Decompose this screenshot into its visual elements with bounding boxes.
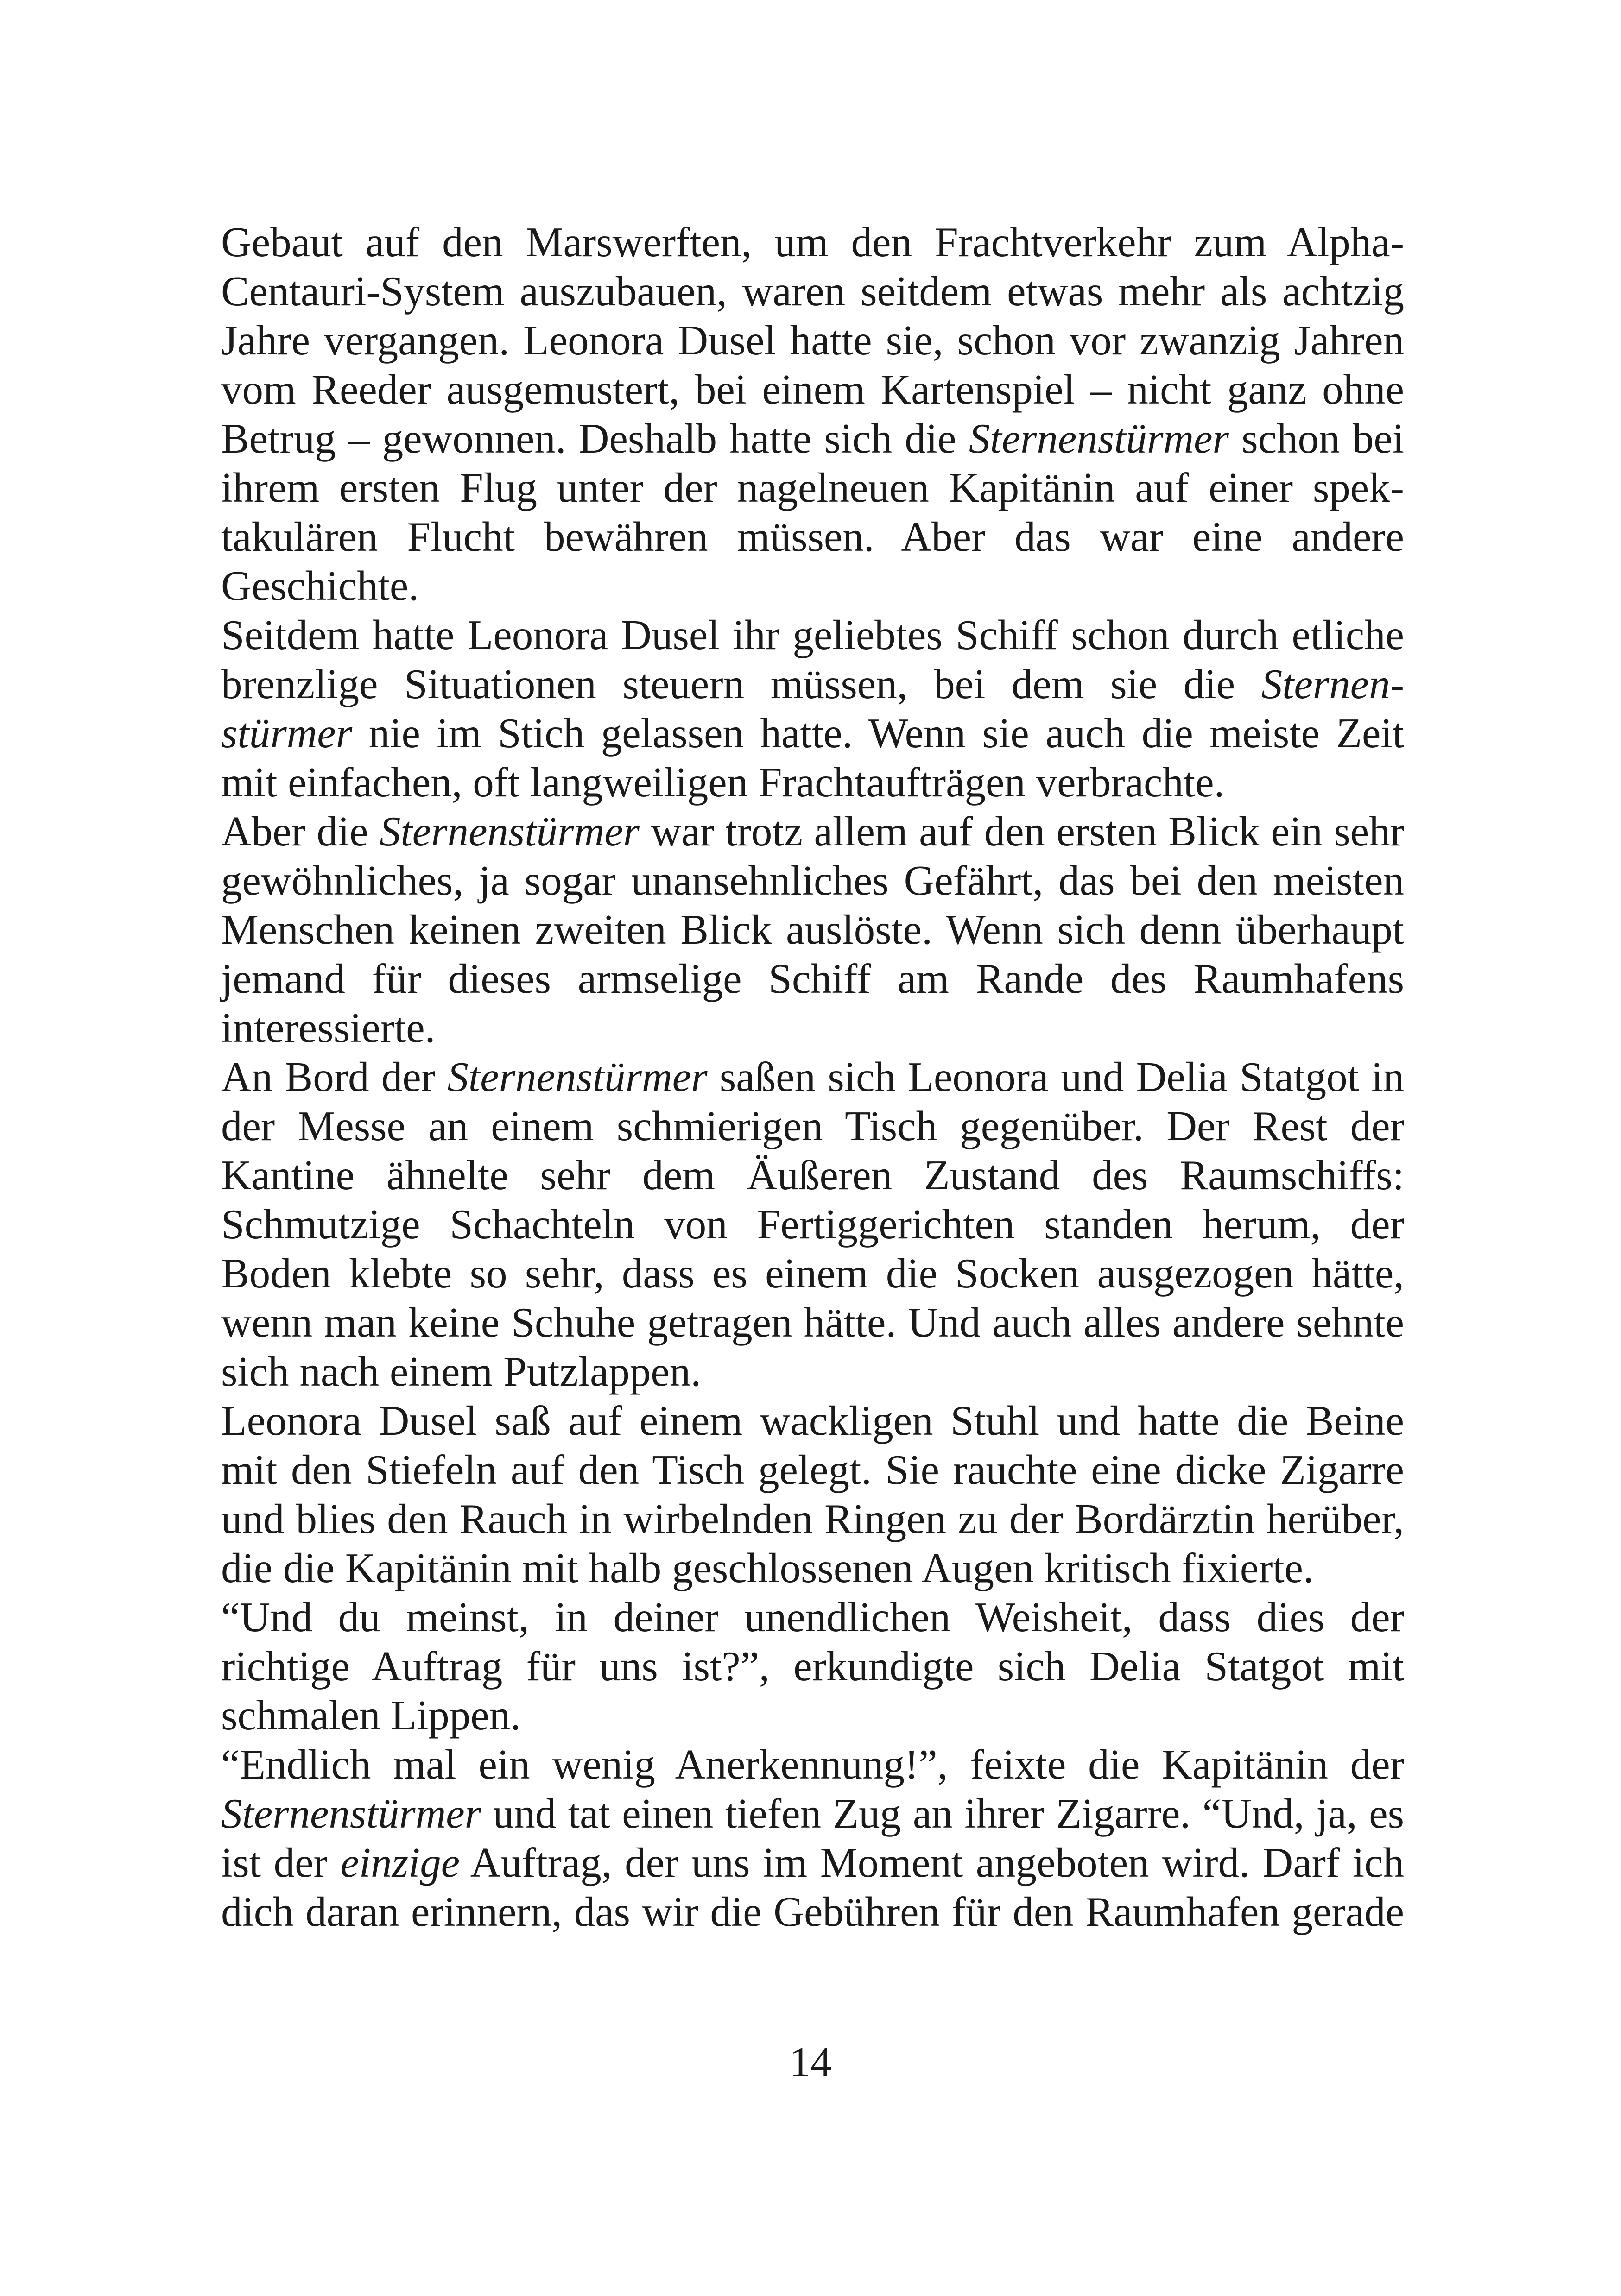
text-segment: richtige Auftrag für uns ist?”, erkundigte sich Delia Statgot mit [221,1643,1404,1690]
text-segment: wenn man keine Schuhe getragen hätte. Und auch alles andere sehnte [221,1299,1404,1346]
italic-text: Sternenstürmer [969,415,1229,462]
text-line [221,1347,1404,1396]
text-line [221,807,1404,856]
text-line [221,1642,1404,1691]
text-line [221,1151,1404,1200]
text-line [221,1691,1404,1740]
italic-text: stürmer [221,710,353,757]
text-line [221,1445,1404,1495]
text-segment: takulären Flucht bewähren müssen. Aber das war eine andere [221,513,1404,560]
text-segment: “Und du meinst, in deiner unendlichen Weisheit, dass dies der [221,1594,1404,1640]
text-line [221,1887,1404,1936]
paragraph [221,1053,1404,1396]
text-line [221,218,1404,267]
text-line [221,1495,1404,1544]
text-segment: Jahre vergangen. Leonora Dusel hatte sie, schon vor zwanzig Jahren [221,317,1404,364]
text-segment: sich nach einem Putzlappen. [221,1348,702,1395]
text-segment: Gebaut auf den Marswerften, um den Frachtverkehr zum Alpha- [221,219,1404,265]
text-segment: dich daran erinnern, das wir die Gebühren für den Raumhafen gerade [221,1888,1404,1935]
text-segment: schmalen Lippen. [221,1692,521,1739]
text-line [221,365,1404,414]
text-segment: Centauri-System auszubauen, waren seitdem etwas mehr als achtzig [221,268,1404,315]
text-segment: Schmutzige Schachteln von Fertiggerichten standen herum, der [221,1201,1404,1248]
text-segment: Leonora Dusel saß auf einem wackligen Stuhl und hatte die Beine [221,1397,1404,1444]
paragraph [221,1396,1404,1593]
text-line [221,1593,1404,1642]
paragraph [221,1593,1404,1740]
text-segment: Kantine ähnelte sehr dem Äußeren Zustand des Raumschiffs: [221,1152,1404,1198]
text-line [221,414,1404,463]
text-line [221,1053,1404,1102]
text-segment: schon bei [1228,415,1404,462]
text-segment: war trotz allem auf den ersten Blick ein sehr [640,808,1405,855]
italic-text: Sternen- [1261,661,1404,707]
text-segment: die die Kapitänin mit halb geschlossenen Augen kritisch fixierte. [221,1545,1314,1591]
text-line [221,1396,1404,1445]
text-line [221,611,1404,660]
text-segment: Geschichte. [221,562,419,609]
text-line [221,512,1404,561]
paragraph [221,1740,1404,1936]
text-segment: saßen sich Leonora und Delia Statgot in [707,1053,1405,1100]
text-line [221,1249,1404,1298]
italic-text: Sternenstürmer [447,1053,708,1100]
text-segment: und tat einen tiefen Zug an ihrer Zigarre. “Und, ja, es [481,1790,1404,1837]
text-segment: “Endlich mal ein wenig Anerkennung!”, feixte die Kapitänin der [221,1741,1404,1788]
text-segment: Auftrag, der uns im Moment angeboten wird. Darf ich [460,1839,1404,1886]
text-line [221,905,1404,954]
text-line [221,463,1404,512]
text-line [221,660,1404,709]
text-segment: der Messe an einem schmierigen Tisch gegenüber. Der Rest der [221,1103,1404,1149]
text-segment: und blies den Rauch in wirbelnden Ringen zu der Bordärztin herüber, [221,1495,1404,1542]
text-segment: ihrem ersten Flug unter der nagelneuen Kapitänin auf einer spek- [221,464,1404,511]
text-line [221,758,1404,807]
text-segment: An Bord der [221,1053,448,1100]
text-line [221,1003,1404,1053]
text-segment: jemand für dieses armselige Schiff am Rande des Raumhafens [221,955,1404,1002]
text-segment: Seitdem hatte Leonora Dusel ihr geliebtes Schiff schon durch etliche [221,612,1404,658]
text-line [221,709,1404,758]
page-number: 14 [789,2038,832,2085]
text-segment: mit einfachen, oft langweiligen Frachtaufträgen verbrachte. [221,759,1225,806]
paragraph [221,218,1404,611]
text-line [221,954,1404,1003]
text-segment: Menschen keinen zweiten Blick auslöste. Wenn sich denn überhaupt [221,906,1404,953]
text-segment: mit den Stiefeln auf den Tisch gelegt. Sie rauchte eine dicke Zigarre [221,1446,1404,1493]
text-segment: gewöhnliches, ja sogar unansehnliches Gefährt, das bei den meisten [221,857,1404,904]
text-segment: interessierte. [221,1004,436,1051]
text-line [221,561,1404,611]
italic-text: Sternenstürmer [221,1790,481,1837]
text-segment: Aber die [221,808,380,855]
text-segment: ist der [221,1839,341,1886]
italic-text: einzige [340,1839,460,1886]
text-line [221,1544,1404,1593]
text-line [221,1102,1404,1151]
text-line [221,1789,1404,1838]
text-segment: nie im Stich gelassen hatte. Wenn sie auch die meiste Zeit [352,710,1404,757]
text-line [221,1838,1404,1887]
text-line [221,267,1404,316]
text-line [221,1298,1404,1347]
italic-text: Sternenstürmer [379,808,640,855]
text-line [221,1740,1404,1789]
text-line [221,856,1404,905]
paragraph [221,807,1404,1053]
body-text [221,218,1404,1936]
text-segment: Betrug – gewonnen. Deshalb hatte sich die [221,415,969,462]
text-line [221,1200,1404,1249]
text-segment: vom Reeder ausgemustert, bei einem Kartenspiel – nicht ganz ohne [221,366,1404,413]
text-segment: Boden klebte so sehr, dass es einem die Socken ausgezogen hätte, [221,1250,1404,1297]
text-segment: brenzlige Situationen steuern müssen, bei dem sie die [221,661,1261,707]
paragraph [221,611,1404,807]
text-line [221,316,1404,365]
